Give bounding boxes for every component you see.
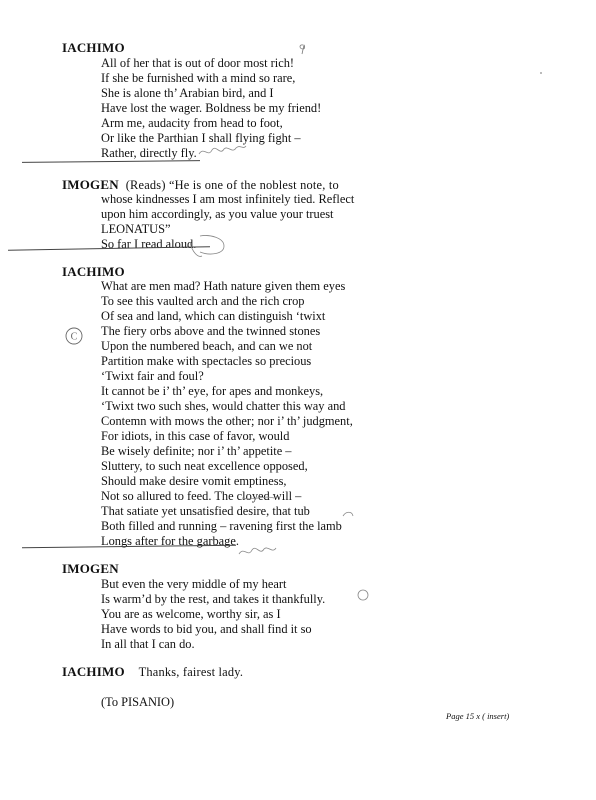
page-number-footer: Page 15 x ( insert) <box>446 711 510 721</box>
speaker-iachimo-3-name: IACHIMO <box>62 664 125 679</box>
speech3-line-18: Longs after for the garbage. <box>101 534 239 548</box>
speech3-line-8: It cannot be i’ th’ eye, for apes and monkeys, <box>101 384 324 398</box>
speech1-line-6: Or like the Parthian I shall flying fight – <box>101 131 301 145</box>
speech1-line-2: If she be furnished with a mind so rare, <box>101 71 296 85</box>
speech5-line-1: Thanks, fairest lady. <box>138 665 244 679</box>
scan-speck <box>540 72 542 74</box>
handwritten-cue-scribble-2 <box>186 232 230 260</box>
speaker-imogen-1-name: IMOGEN <box>62 177 119 192</box>
handwritten-cue-scribble-3 <box>236 540 282 564</box>
speaker-iachimo-1: IACHIMO <box>62 40 125 55</box>
speech3-line-13: Sluttery, to such neat excellence opposed, <box>101 459 308 473</box>
speaker-imogen-2: IMOGEN <box>62 561 119 576</box>
speech3-line-7: ‘Twixt fair and foul? <box>101 369 204 383</box>
speech3-line-9: ‘Twixt two such shes, would chatter this way and <box>101 399 346 413</box>
handwritten-cue-line-1 <box>22 160 200 163</box>
speech3-line-2: To see this vaulted arch and the rich crop <box>101 294 305 308</box>
speech2-line-5: So far I read aloud. <box>101 237 197 251</box>
speech4-line-5: In all that I can do. <box>101 637 195 651</box>
handwritten-small-circle-mark <box>354 588 372 602</box>
speech4-line-2: Is warm’d by the rest, and takes it thankfully. <box>101 592 326 606</box>
speech4-line-4: Have words to bid you, and shall find it so <box>101 622 312 636</box>
speech1-line-5: Arm me, audacity from head to foot, <box>101 116 283 130</box>
speaker-imogen-1 <box>62 177 339 193</box>
speech4-line-3: You are as welcome, worthy sir, as I <box>101 607 281 621</box>
speech3-line-17: Both filled and running – ravening first the lamb <box>101 519 342 533</box>
speech2-line-1: (Reads) “He is one of the noblest note, to <box>125 178 339 192</box>
speech1-line-7: Rather, directly fly. <box>101 146 197 160</box>
speech3-line-10: Contemn with mows the other; nor i’ th’ judgment, <box>101 414 353 428</box>
speech3-line-6: Partition make with spectacles so precious <box>101 354 312 368</box>
speech4-line-1: But even the very middle of my heart <box>101 577 287 591</box>
speech1-line-4: Have lost the wager. Boldness be my friend! <box>101 101 322 115</box>
speech3-line-3: Of sea and land, which can distinguish ‘twixt <box>101 309 326 323</box>
stage-direction: (To PISANIO) <box>101 695 175 709</box>
circled-c-margin-mark <box>64 326 84 346</box>
speech2-line-4: LEONATUS” <box>101 222 171 236</box>
speech1-line-1: All of her that is out of door most rich! <box>101 56 295 70</box>
handwritten-underline-allured <box>240 486 276 502</box>
speaker-iachimo-3 <box>62 664 243 680</box>
handwritten-number-mark <box>296 42 308 56</box>
speech2-line-3: upon him accordingly, as you value your truest <box>101 207 334 221</box>
circled-c-letter: C <box>70 331 78 343</box>
speech1-line-3: She is alone th’ Arabian bird, and I <box>101 86 274 100</box>
speech3-line-11: For idiots, in this case of favor, would <box>101 429 290 443</box>
speech3-line-15: Not so allured to feed. The cloyed will – <box>101 489 302 503</box>
speech2-line-2: whose kindnesses I am most infinitely tied. Reflect <box>101 192 355 206</box>
speech3-line-12: Be wisely definite; nor i’ th’ appetite – <box>101 444 292 458</box>
speech3-line-14: Should make desire vomit emptiness, <box>101 474 287 488</box>
speaker-iachimo-2: IACHIMO <box>62 264 125 279</box>
speech3-line-5: Upon the numbered beach, and can we not <box>101 339 313 353</box>
speech3-line-16: That satiate yet unsatisfied desire, that tub <box>101 504 310 518</box>
speech3-line-4: The fiery orbs above and the twinned stones <box>101 324 321 338</box>
handwritten-cue-scribble-1 <box>196 140 248 162</box>
handwritten-tick-mark <box>340 508 356 524</box>
speech3-line-1: What are men mad? Hath nature given them eyes <box>101 279 346 293</box>
